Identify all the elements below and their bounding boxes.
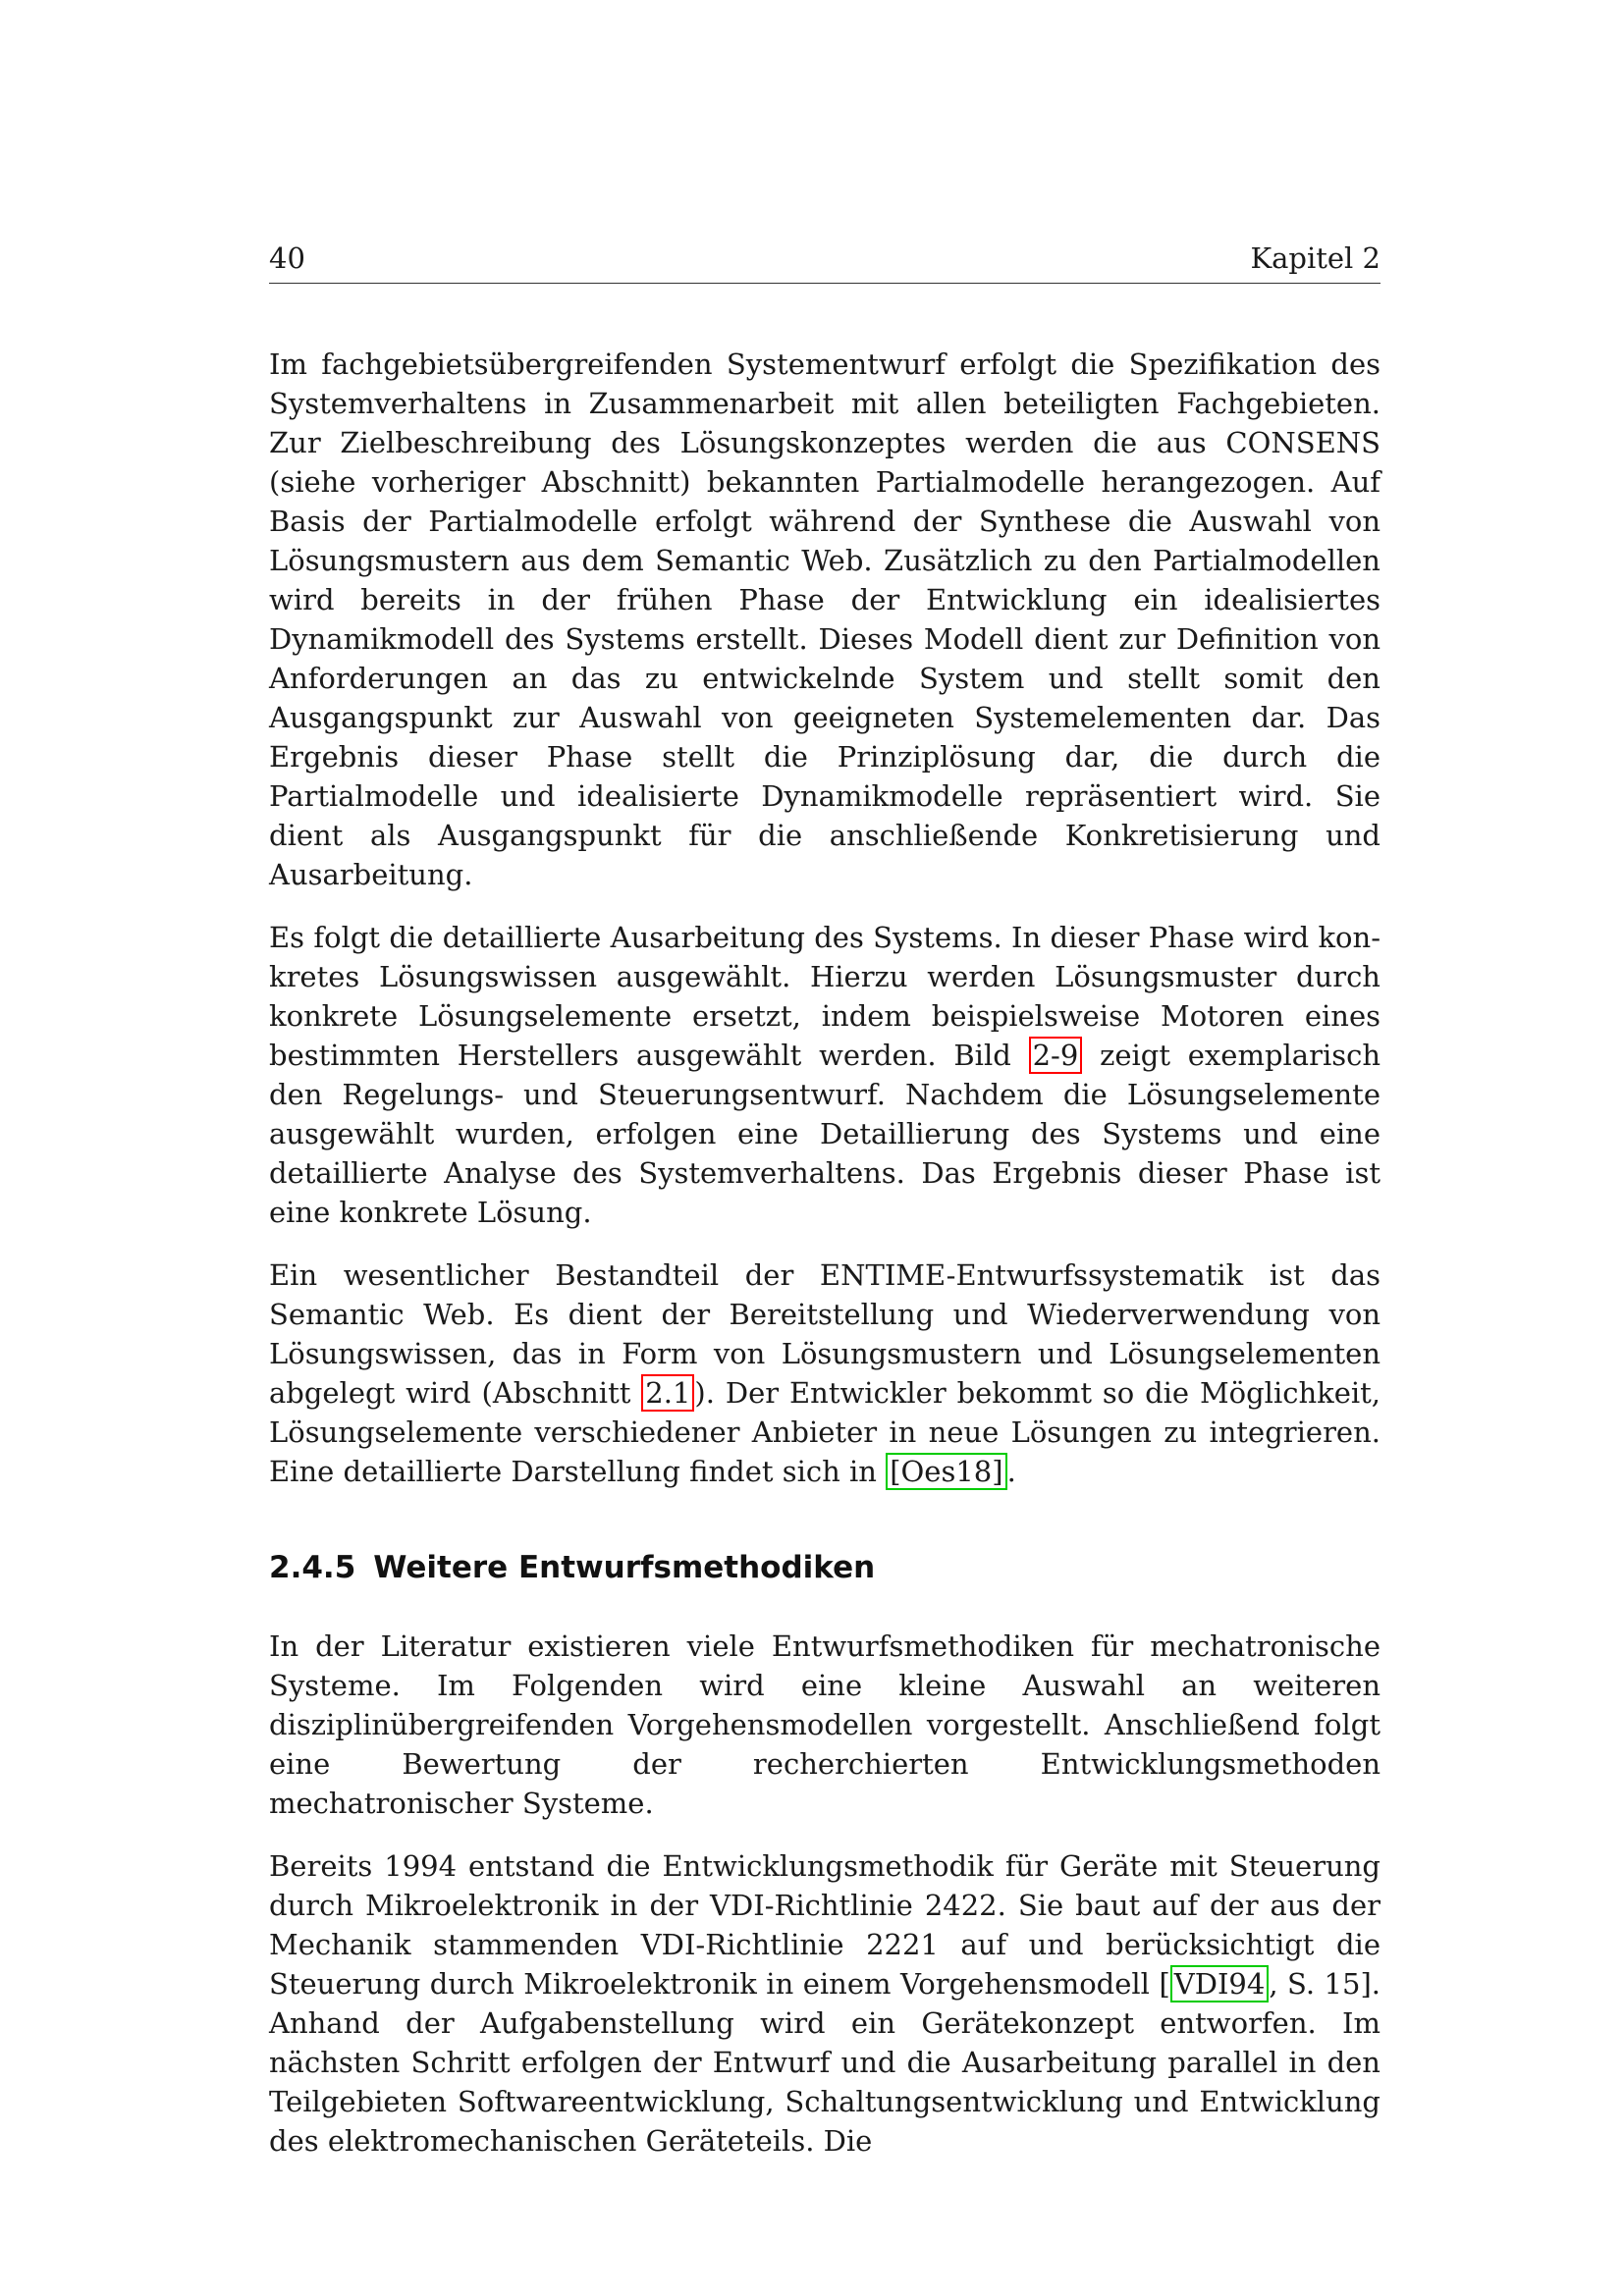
- paragraph-vdi-2422: Bereits 1994 entstand die Entwicklungsmethodik für Geräte mit Steuerung durch Mikroelektronik in der VDI-Richtlinie 2422. Sie baut auf der aus der Mechanik stammenden VDI-Richtlinie 2221 auf und berücksichtigt die Steuerung durch Mikroelektronik in einem Vorgehensmodell [ VDI94 , S. 15]. Anhand der Aufgabenstellung wird ein Gerätekonzept entworfen. Im nächsten Schritt erfolgen der Entwurf und die Ausarbeitung parallel in den Teilgebieten Softwareentwicklung, Schaltungsentwicklung und Entwicklung des elektromechanischen Geräteteils. Die: [269, 1849, 1380, 2158]
- section-title: Weitere Entwurfsmethodiken: [373, 1550, 876, 1585]
- figure-link-2-9[interactable]: 2-9: [1029, 1037, 1083, 1074]
- running-header: [269, 241, 1380, 284]
- section-link-2-1[interactable]: 2.1: [641, 1374, 694, 1412]
- body-text: [269, 345, 1380, 2161]
- citation-link-vdi94[interactable]: VDI94: [1170, 1965, 1270, 2002]
- paragraph-literature: In der Literatur existieren viele Entwurfsmethodiken für mechatronische Systeme. Im Folgenden wird eine kleine Auswahl an weiteren disziplinübergreifenden Vorgehensmodellen vorgestellt. Anschließend folgt eine Bewertung der recherchierten Entwicklungsmethoden mechatronischer Systeme.: [269, 1629, 1380, 1820]
- document-page: [269, 241, 1380, 2184]
- page-number: 40: [269, 241, 305, 275]
- section-number: 2.4.5: [269, 1550, 356, 1585]
- citation-link-oes18[interactable]: [Oes18]: [886, 1453, 1006, 1490]
- section-heading: [269, 1548, 1380, 1587]
- paragraph-detailed-elaboration: Es folgt die detaillierte Ausarbeitung des Systems. In dieser Phase wird konkretes Lösungswissen ausgewählt. Hierzu werden Lösungsmuster durch konkrete Lösungselemente ersetzt, indem beispielsweise Motoren eines bestimmten Herstellers ausgewählt werden. Bild 2-9 zeigt exemplarisch den Regelungs- und Steuerungsentwurf. Nachdem die Lösungselemente ausgewählt wurden, erfolgen eine Detaillierung des Systems und eine detaillierte Analyse des Systemverhaltens. Das Ergebnis dieser Phase ist eine konkrete Lösung.: [269, 921, 1381, 1229]
- chapter-label: Kapitel 2: [1250, 241, 1380, 275]
- paragraph-system-design: Im fachgebietsübergreifenden Systementwurf erfolgt die Spezifikation des Systemverhaltens in Zusammenarbeit mit allen beteiligten Fachgebieten. Zur Zielbeschreibung des Lösungskonzeptes werden die aus CONSENS (siehe vorheriger Abschnitt) bekannten Partialmodelle herangezogen. Auf Basis der Partialmodelle erfolgt während der Synthese die Auswahl von Lösungsmustern aus dem Semantic Web. Zusätzlich zu den Partialmodellen wird bereits in der frühen Phase der Entwicklung ein idealisiertes Dynamikmodell des Systems erstellt. Dieses Modell dient zur Definition von Anforderungen an das zu entwickelnde System und stellt somit den Ausgangspunkt zur Auswahl von geeigneten Systemelementen dar. Das Ergebnis dieser Phase stellt die Prinziplösung dar, die durch die Partialmodelle und idealisierte Dynamikmodelle repräsentiert wird. Sie dient als Ausgangspunkt für die anschließende Konkretisierung und Ausarbeitung.: [269, 347, 1380, 891]
- paragraph-semantic-web: Ein wesentlicher Bestandteil der ENTIME-Entwurfssystematik ist das Semantic Web. Es dient der Bereitstellung und Wiederverwendung von Lösungswissen, das in Form von Lösungsmustern und Lösungselementen abgelegt wird (Abschnitt 2.1 ). Der Entwickler bekommt so die Möglichkeit, Lösungselemente verschiedener Anbieter in neue Lösungen zu integrieren. Eine detaillierte Darstellung findet sich in [Oes18] .: [269, 1258, 1381, 1488]
